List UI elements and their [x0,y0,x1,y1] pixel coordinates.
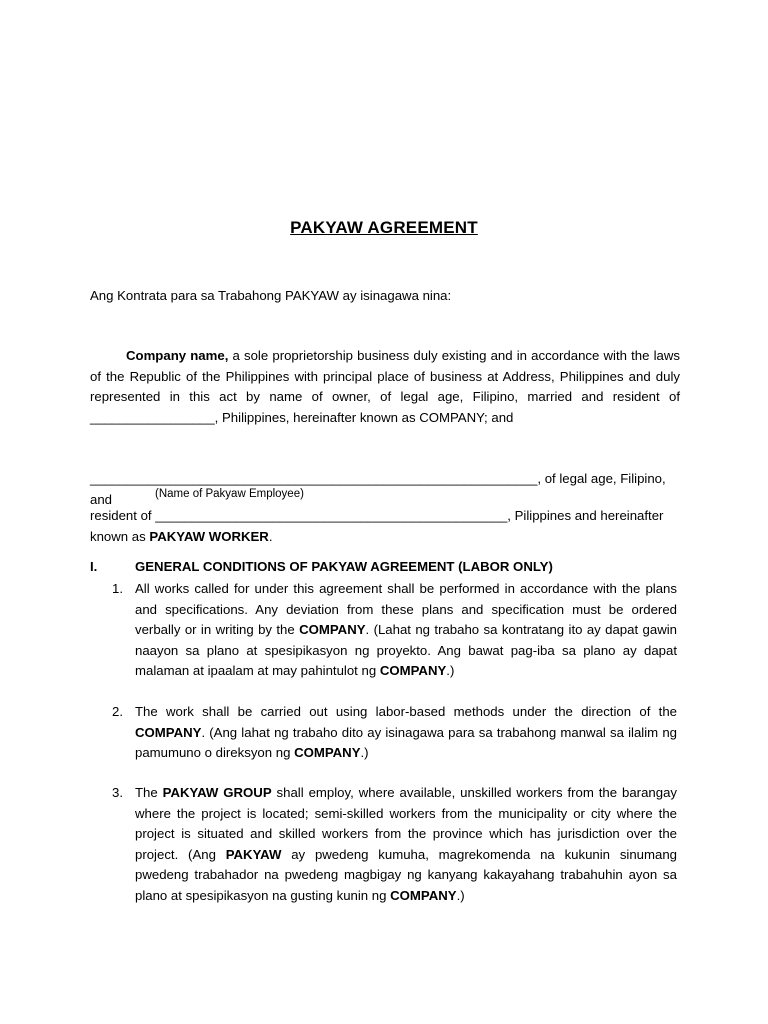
list-item-number: 1. [112,581,123,596]
item-text-part: .) [360,745,369,760]
item-text-part: . (Ang lahat ng trabaho dito ay isinagawa para sa trabahong manwal sa ilalim ng pamumuno o direksyon ng [135,724,677,760]
worker-role: PAKYAW WORKER [149,528,269,544]
list-item [135,579,677,682]
section-number: I. [90,559,98,574]
item-bold-part: PAKYAW GROUP [162,785,272,800]
item-text-part: The [135,785,163,800]
item-text-part: All works called for under this agreement shall be performed in accordance with the plans and specifications. Any deviation from these plans and specification must be ordered verbally or in writing by the [135,581,677,637]
list-item-number: 2. [112,704,123,719]
worker-name-caption: (Name of Pakyaw Employee) [155,488,304,500]
worker-residence-text: resident of ________________________________________________, Pilippines and hereinafter known as [90,508,664,544]
document-title: PAKYAW AGREEMENT [290,218,478,237]
item-text-part: .) [456,887,465,903]
list-item-number: 3. [112,785,123,800]
company-party-paragraph [90,346,680,428]
item-text-part: shall employ, where available, unskilled workers from the barangay where the project is located; semi-skilled workers from the municipality or city where the project is situated and skilled workers from the province which has jurisdiction over the project. (Ang [135,785,678,862]
item-bold-part: COMPANY [390,887,457,903]
item-text-part: ay pwedeng kumuha, magrekomenda na kukunin sinumang pwedeng trabahador na pwedeng magbigay ng kanyang kakayahang trabahuhin ayon sa plano at spesipikasyon na gusting kunin ng [135,846,677,903]
item-text-part: . (Lahat ng trabaho sa kontratang ito ay dapat gawin naayon sa plano at spesipikasyon ng proyekto. Ang bawat pag-iba sa plano ay dapat malaman at ipaalam at may pahintulot ng [135,622,677,678]
section-title: GENERAL CONDITIONS OF PAKYAW AGREEMENT (LABOR ONLY) [135,559,553,574]
company-name: Company name, [126,348,229,363]
item-text-part: The work shall be carried out using labor-based methods under the direction of the [135,704,677,719]
list-item [135,783,677,906]
item-text-part: .) [446,663,455,678]
item-bold-part: COMPANY [299,622,366,637]
item-bold-part: COMPANY [294,745,361,760]
company-party-text: a sole proprietorship business duly existing and in accordance with the laws of the Republic of the Philippines with principal place of business at Address, Philippines and duly represented in this act by name of owner, of legal age, Filipino, married and resident of _________________, Philippines, hereinafter known as COMPANY; and [90,348,680,425]
intro-paragraph: Ang Kontrata para sa Trabahong PAKYAW ay isinagawa nina: [90,288,452,303]
item-bold-part: PAKYAW [225,846,282,862]
worker-name-line: _____________________________________________________________, of legal age, Filipino, and [90,471,666,507]
worker-residence-end: . [268,528,273,544]
item-bold-part: COMPANY [379,663,447,678]
list-item [135,702,677,764]
item-bold-part: COMPANY [135,724,202,740]
worker-residence-paragraph [90,506,680,547]
